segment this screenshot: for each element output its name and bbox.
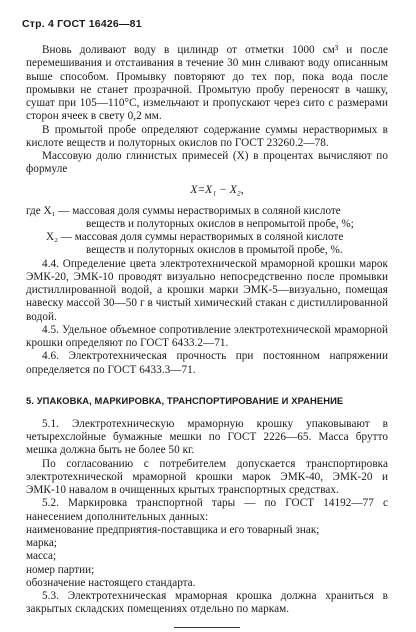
end-rule [174, 627, 240, 628]
list-item: наименование предприятия-поставщика и его товарный знак; [26, 523, 320, 536]
paragraph-formula-intro: Массовую долю глинистых примесей (X) в процентах вычисляют по формуле [26, 150, 388, 176]
paragraph-5-1-transport: По согласованию с потребителем допускается транспортировка электротехнической мраморной крошки марок ЭМК-40, ЭМК-20 и ЭМК-10 навалом в очищенных крытых транспортных средствах. [26, 457, 388, 496]
definition-x2-rest: веществ и полуторных окислов в промытой пробе, %. [86, 244, 343, 257]
list-item: обозначение настоящего стандарта. [26, 576, 196, 589]
definition-x1 [26, 205, 388, 232]
paragraph-washing: Вновь доливают воду в цилиндр от отметки 1000 см³ и после перемешивания и отстаивания в течение 30 мин сливают воду описанным выше способом. Промывку повторяют до тех пор, пока вода после промывки не станет прозрачной. Промытую пробу переносят в чашку, сушат при 105—110°С, измельчают и пропускают через сито с размерами сторон ячеек в свету 0,2 мм. [26, 44, 388, 123]
list-item: номер партии; [26, 563, 95, 576]
definition-x2 [26, 231, 388, 258]
paragraph-4-5: 4.5. Удельное объемное сопротивление электротехнической мраморной крошки определяют по ГОСТ 6433.2—71. [26, 323, 388, 349]
marking-list [26, 524, 388, 590]
paragraph-5-2: 5.2. Маркировка транспортной тары — по ГОСТ 14192—77 с нанесением дополнительных данных: [26, 497, 388, 523]
paragraph-5-3: 5.3. Электротехническая мраморная крошка должна храниться в закрытых складских помещениях отдельно по маркам. [26, 590, 388, 616]
page-header: Стр. 4 ГОСТ 16426—81 [22, 18, 142, 30]
paragraph-5-1: 5.1. Электротехническую мраморную крошку упаковывают в четырехслойные бумажные мешки по ГОСТ 2226—65. Масса брутто мешка должна быть не более 50 кг. [26, 417, 388, 457]
paragraph-washed-sample: В промытой пробе определяют содержание суммы нерастворимых в кислоте веществ и полуторных окислов по ГОСТ 23260.2—78. [26, 123, 388, 149]
paragraph-4-6: 4.6. Электротехническая прочность при постоянном напряжении определяется по ГОСТ 6433.3—71. [26, 350, 388, 376]
formula: X=X₁ − X₂, [190, 183, 244, 196]
definition-x2-lead: X₂ — массовая доля суммы нерастворимых в соляной кислоте [46, 231, 344, 243]
paragraph-4-4: 4.4. Определение цвета электротехнической мраморной крошки марок ЭМК-20, ЭМК-10 проводят визуально непосредственно после промывки дистиллированной водой, а крошки марки ЭМК-5—визуально, помещая навеску массой 30—50 г в чистый химический стакан с дистиллированной водой. [26, 257, 388, 323]
definition-x1-rest: веществ и полуторных окислов в непромытой пробе, %; [86, 217, 354, 230]
section-5-heading: 5. УПАКОВКА, МАРКИРОВКА, ТРАНСПОРТИРОВАНИЕ И ХРАНЕНИЕ [26, 394, 344, 406]
list-item: масса; [26, 550, 57, 563]
list-item: марка; [26, 537, 57, 549]
definition-x1-lead: где X₁ — массовая доля суммы нерастворимых в соляной кислоте [26, 204, 341, 217]
